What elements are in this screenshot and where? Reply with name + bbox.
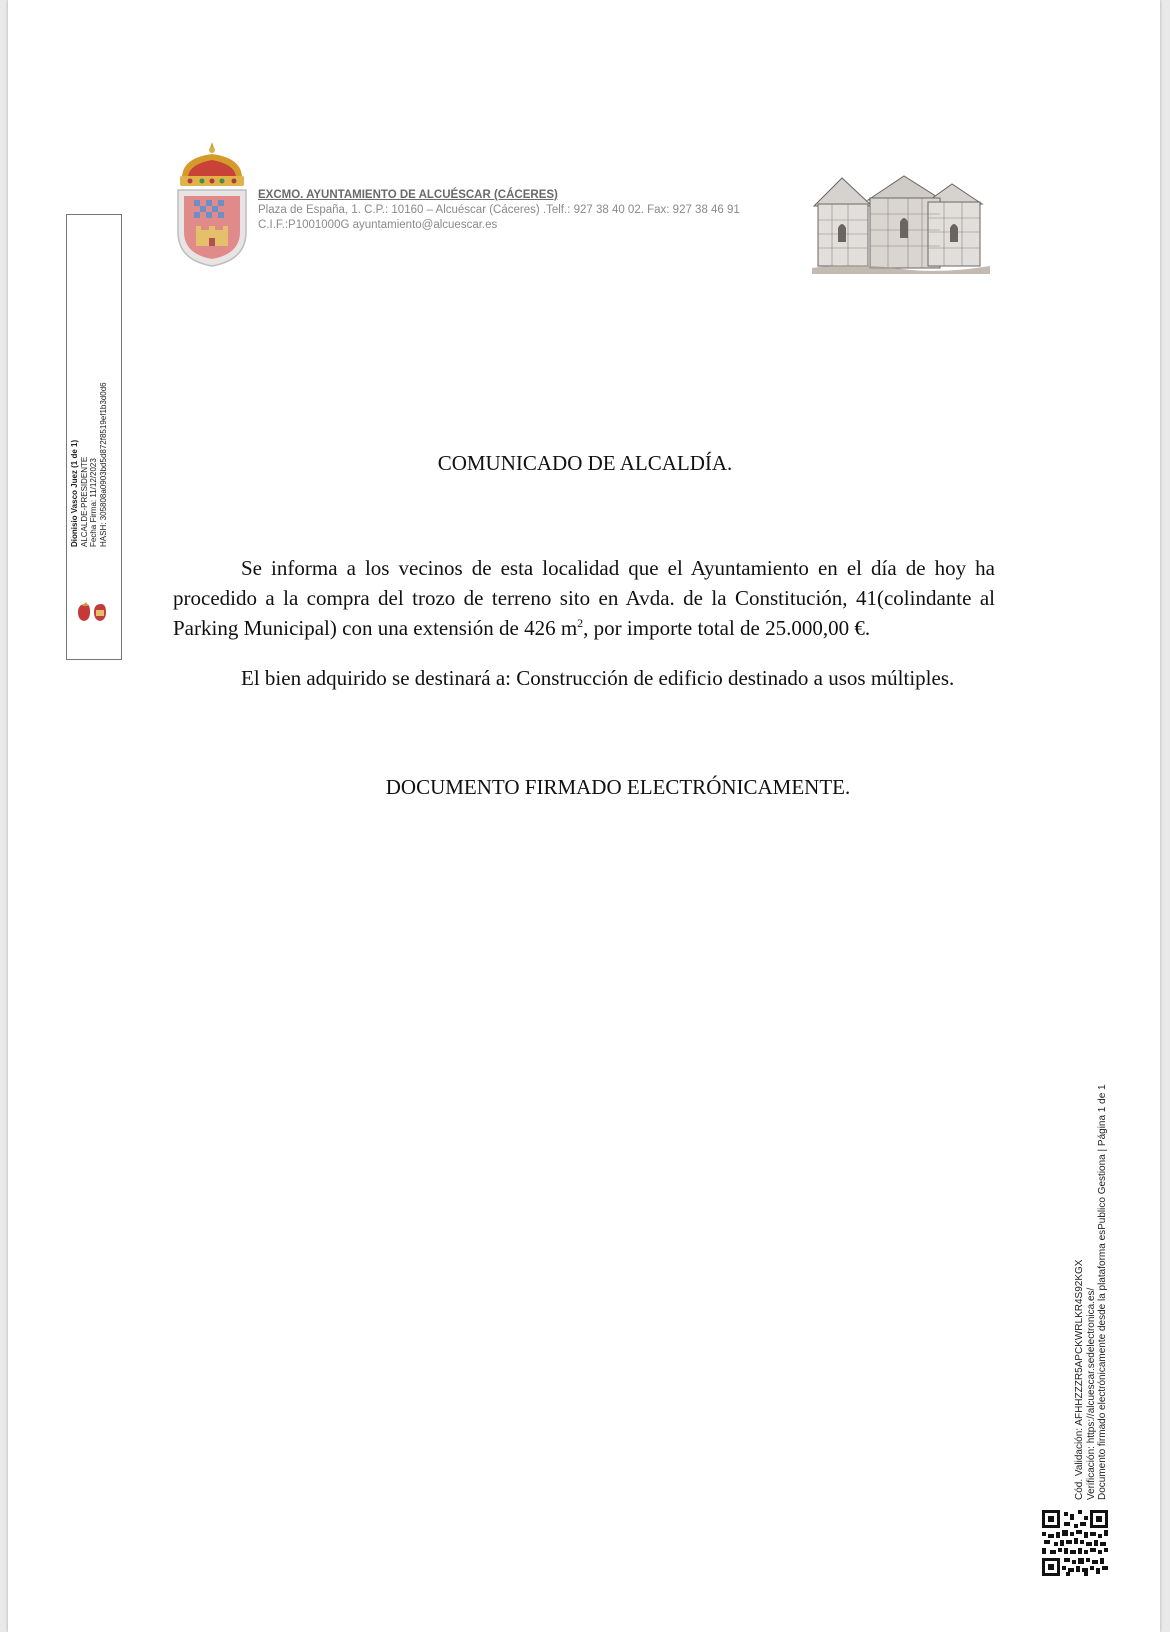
validation-code: Cód. Validación: AFHHZZZR5APCKWRLKR4S92KGX	[1074, 1259, 1085, 1500]
letterhead	[258, 188, 740, 233]
signer-name: Dionisio Vasco Juez (1 de 1)	[70, 439, 79, 547]
small-coat-of-arms-icon	[74, 600, 110, 624]
document-body	[173, 553, 995, 713]
electronic-signature-note: DOCUMENTO FIRMADO ELECTRÓNICAMENTE.	[385, 775, 851, 799]
paragraph-destination: El bien adquirido se destinará a: Construcción de edificio destinado a usos múltiples.	[241, 666, 955, 690]
signer-role: ALCALDE-PRESIDENTE	[79, 456, 89, 547]
church-illustration-icon	[812, 170, 990, 274]
verification-url: Verificación: https://alcuescar.sedelectronica.es/	[1085, 1287, 1097, 1500]
qr-code-icon	[1042, 1510, 1108, 1576]
signature-details	[70, 167, 108, 547]
signature-date: Fecha Firma: 11/12/2023	[89, 458, 98, 547]
paragraph-purchase: Se informa a los vecinos de esta localidad que el Ayuntamiento en el día de hoy ha procedido a la compra del trozo de terreno sito en Avda. de la Constitución, 41(colindante al Parking Municipal) con una extensión de 426 $m^2$, por importe total de 25.000,00 €.	[173, 556, 995, 640]
coat-of-arms-icon	[172, 140, 252, 270]
address-line: Plaza de España, 1. C.P.: 10160 – Alcuéscar (Cáceres) .Telf.: 927 38 40 02. Fax: 927 38 46 91	[258, 204, 740, 216]
platform-note: Documento firmado electrónicamente desde la plataforma esPublico Gestiona | Página 1 de 1	[1097, 1084, 1108, 1500]
document-title: COMUNICADO DE ALCALDÍA.	[437, 451, 733, 475]
organization-name: EXCMO. AYUNTAMIENTO DE ALCUÉSCAR (CÁCERES)	[258, 189, 558, 201]
cif-line: C.I.F.:P1001000G ayuntamiento@alcuescar.es	[258, 219, 498, 231]
verification-details	[1074, 1010, 1109, 1500]
signature-hash: HASH: 305808a0903bd5d872f8519ef1b3d0d6	[98, 382, 108, 547]
